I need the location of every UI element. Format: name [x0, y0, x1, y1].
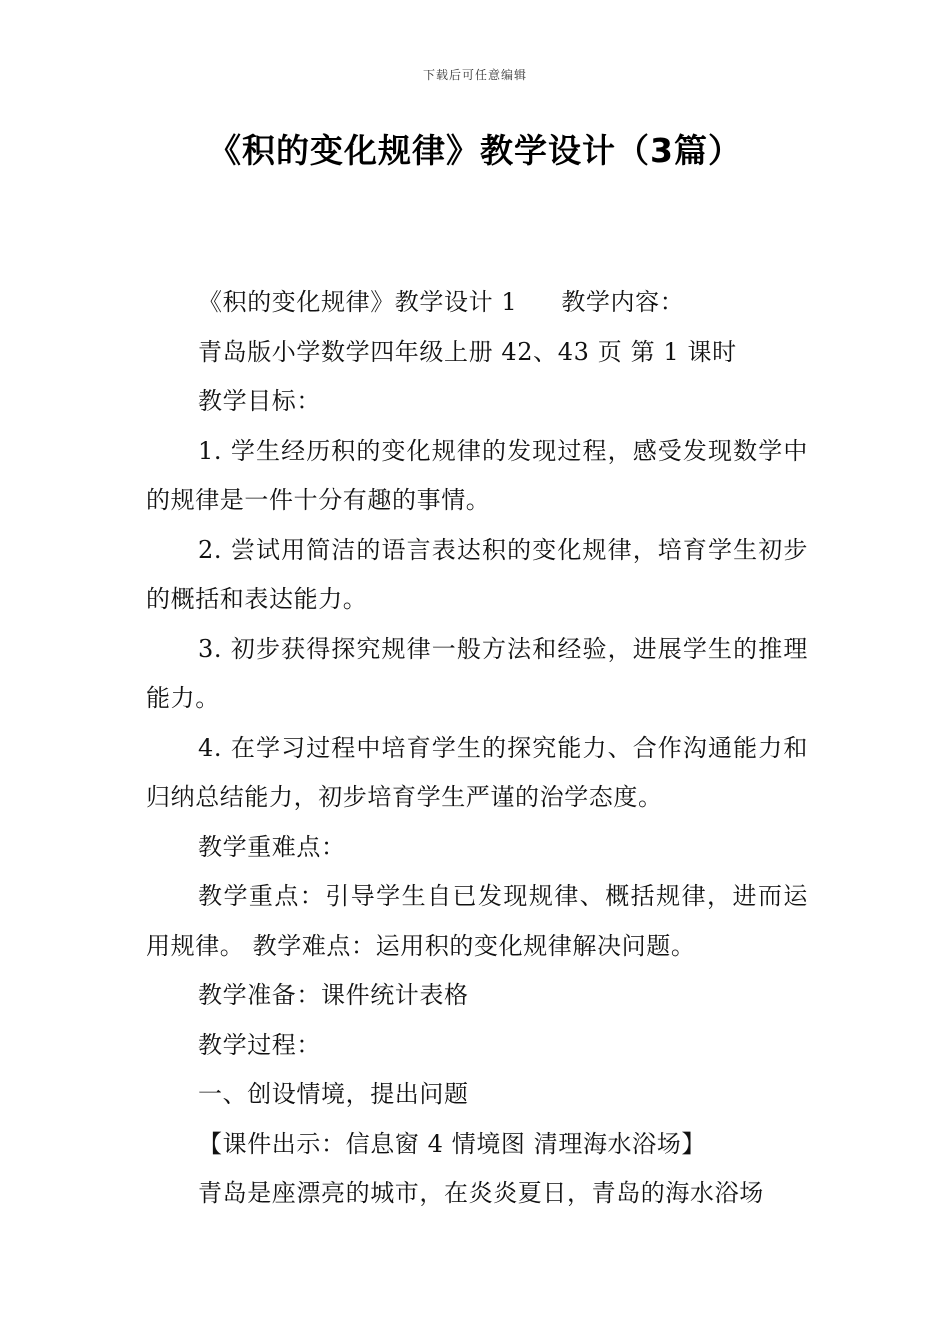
paragraph-textbook: 青岛版小学数学四年级上册 42、43 页 第 1 课时	[198, 337, 737, 366]
paragraph-goal-3: 3. 初步获得探究规律一般方法和经验，进展学生的推理能力。	[146, 634, 808, 712]
intro-paragraph	[146, 278, 808, 328]
intro-design-label: 《积的变化规律》教学设计 1	[198, 288, 518, 316]
paragraph-preparation: 教学准备：课件统计表格	[198, 981, 469, 1009]
paragraph-goal-1: 1. 学生经历积的变化规律的发现过程，感受发现数学中的规律是一件十分有趣的事情。	[146, 436, 808, 514]
document-body	[146, 278, 808, 1219]
paragraph-key-points-heading: 教学重难点：	[198, 832, 346, 861]
intro-content-label: 教学内容：	[561, 288, 685, 316]
paragraph-goal-4: 4. 在学习过程中培育学生的探究能力、合作沟通能力和归纳总结能力，初步培育学生严谨的治学态度。	[146, 733, 808, 811]
header-note: 下载后可任意编辑	[422, 68, 527, 82]
document-title: 《积的变化规律》教学设计（3篇）	[208, 131, 742, 170]
paragraph-courseware: 【课件出示：信息窗 4 情境图 清理海水浴场】	[198, 1129, 706, 1158]
paragraph-goal-2: 2. 尝试用简洁的语言表达积的变化规律，培育学生初步的概括和表达能力。	[146, 535, 808, 613]
paragraph-process-heading: 教学过程：	[198, 1030, 321, 1059]
paragraph-qingdao: 青岛是座漂亮的城市，在炎炎夏日，青岛的海水浴场	[198, 1179, 764, 1207]
paragraph-key-points: 教学重点：引导学生自已发现规律、概括规律，进而运用规律。 教学难点：运用积的变化规律解决问题。	[146, 882, 808, 960]
paragraph-goals-heading: 教学目标：	[198, 387, 321, 415]
paragraph-step-1: 一、创设情境，提出问题	[198, 1080, 469, 1108]
